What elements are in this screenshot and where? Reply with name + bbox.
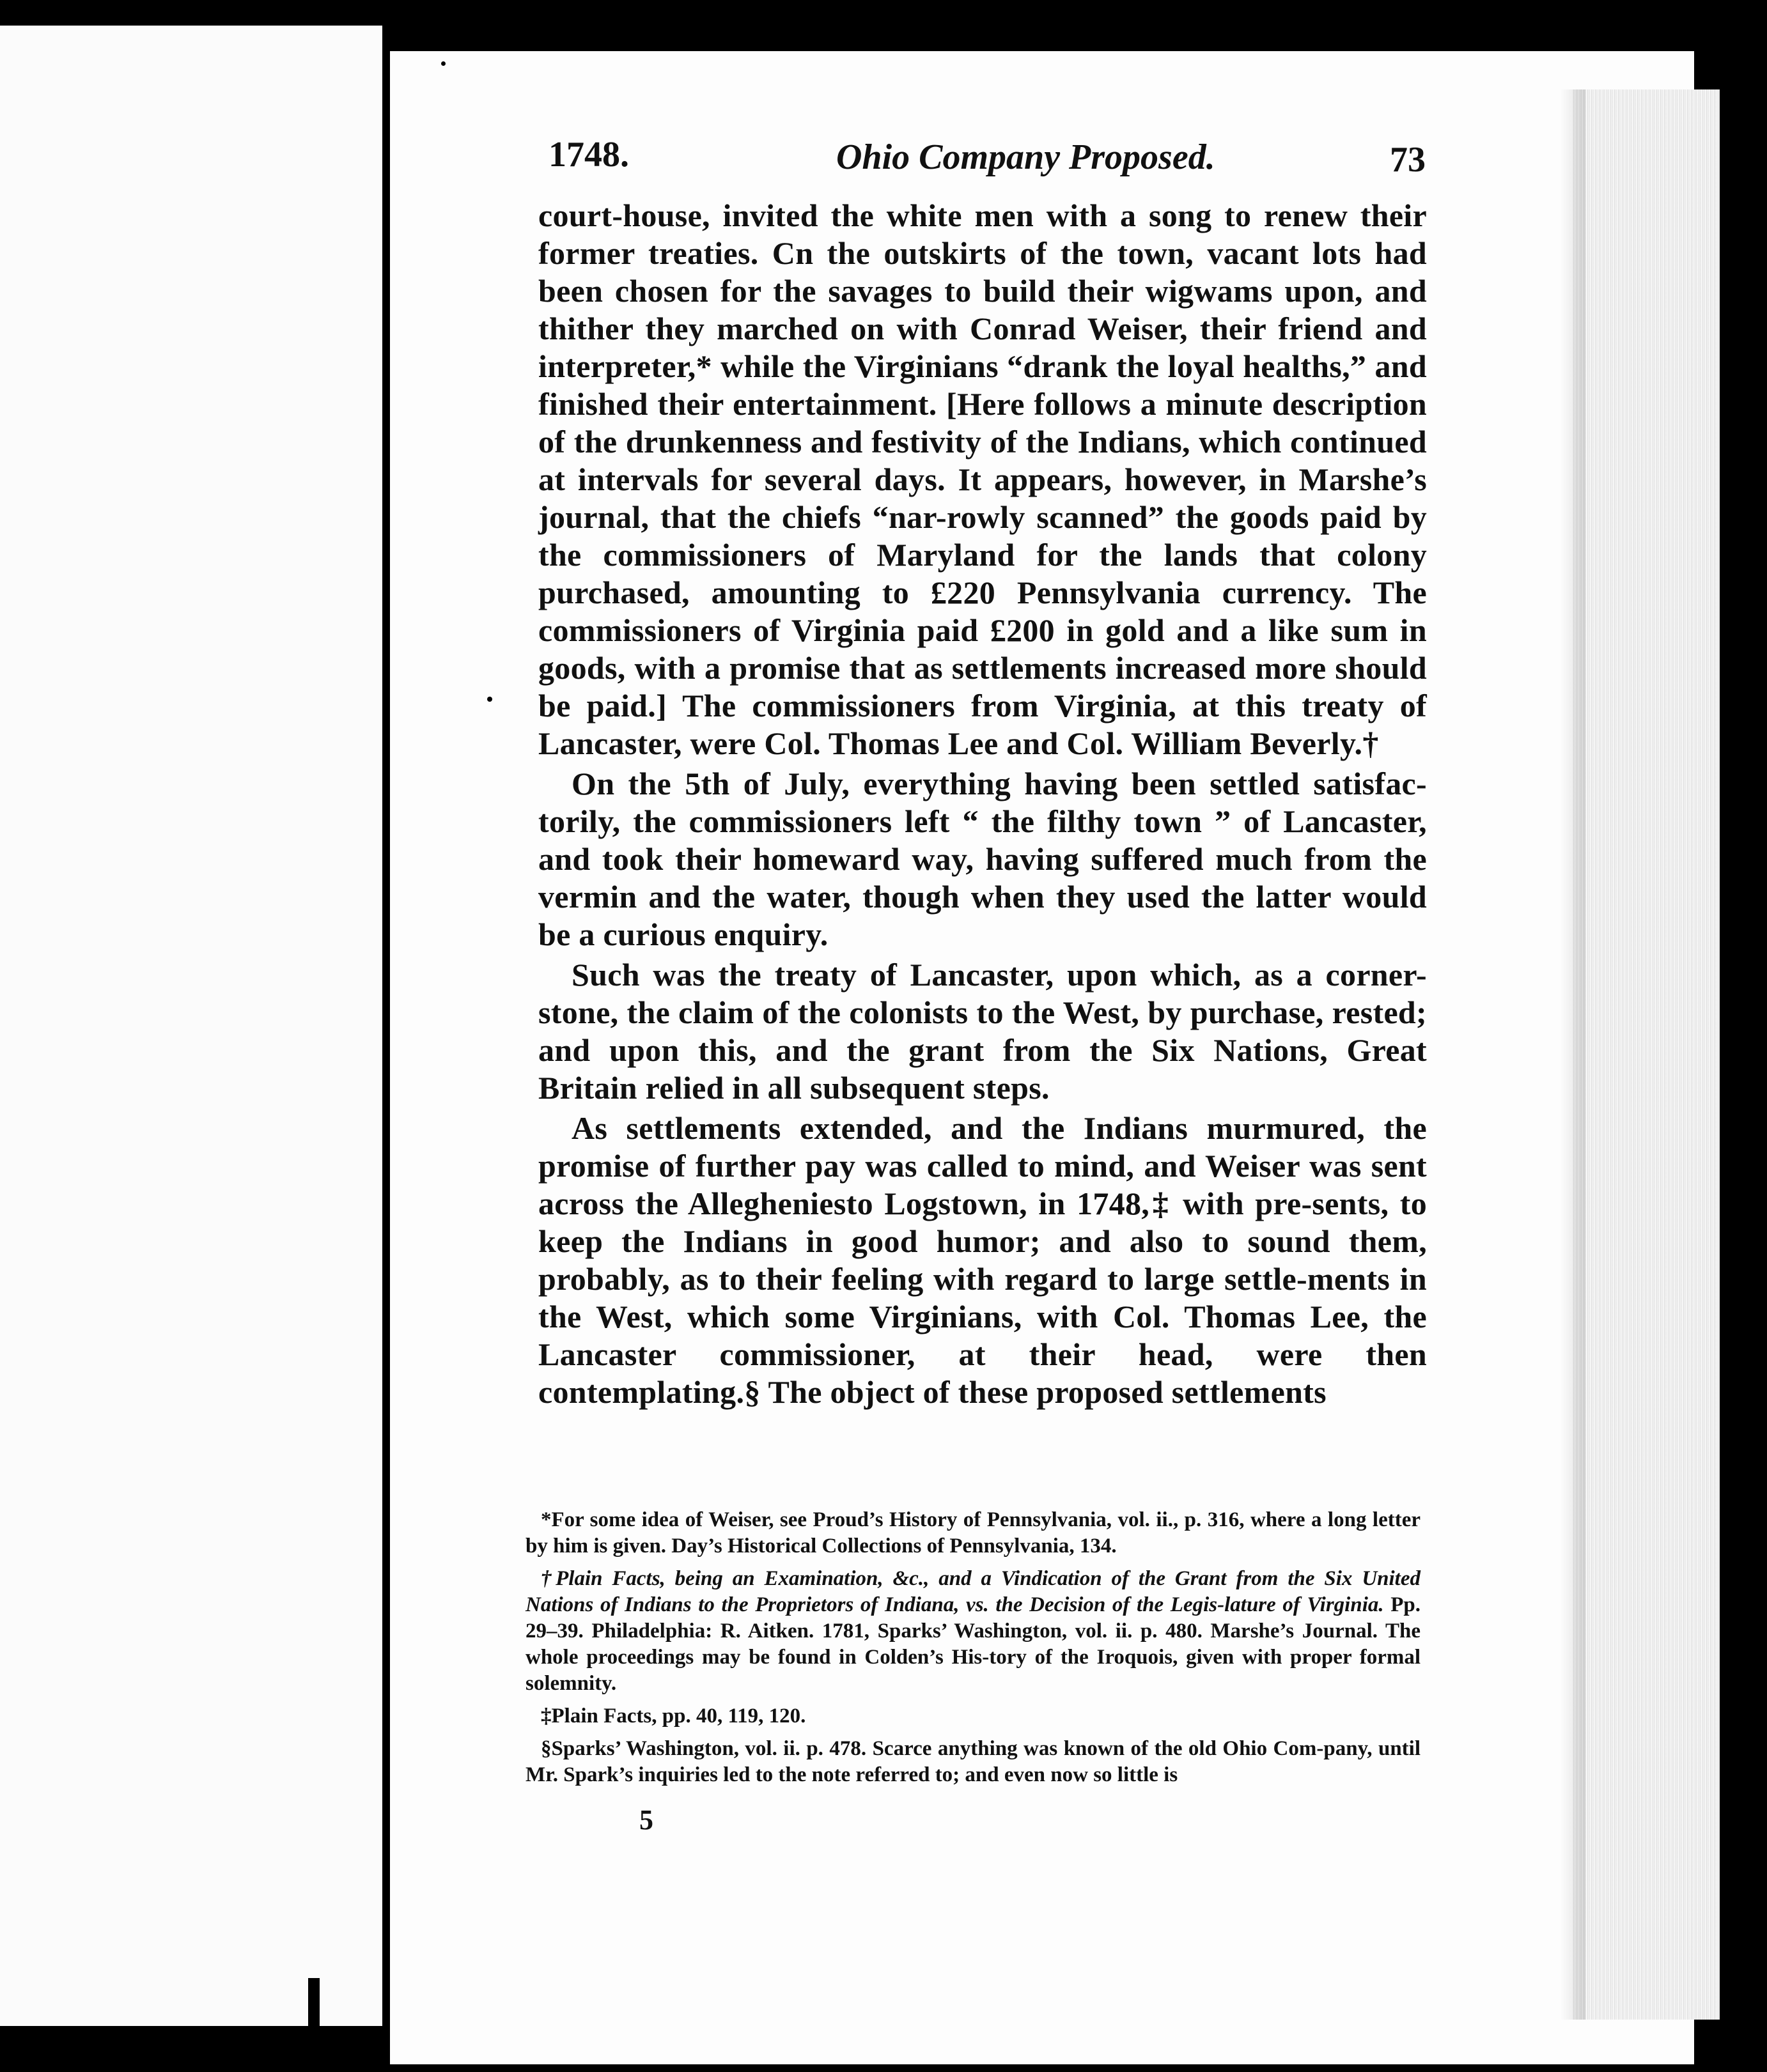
paragraph: Such was the treaty of Lancaster, upon which, as a corner-stone, the claim of the colonists to the West, by purchase, rested; and upon this, and the grant from the Six Nations, Great Britain relied in all subsequent steps. bbox=[538, 957, 1427, 1106]
gutter-mark bbox=[308, 1978, 320, 2048]
body-text bbox=[538, 197, 1427, 1411]
footnote-citation: Pp. 29–39. Philadelphia: R. Aitken. 1781, Sparks’ Washington, vol. ii. p. 480. Marshe’s Journal. The whole proceedings may be found in Colden’s His-tory of the Iroquois, given with proper formal solemnity. bbox=[525, 1593, 1421, 1695]
stray-dot bbox=[487, 697, 492, 702]
paragraph: On the 5th of July, everything having been settled satisfac-torily, the commissioners left “ the filthy town ” of Lancaster, and took their homeward way, having suffered much from the vermin and the water, though when they used the latter would be a curious enquiry. bbox=[538, 766, 1427, 952]
paragraph: court-house, invited the white men with a song to renew their former treaties. Cn the outskirts of the town, vacant lots had been chosen for the savages to build their wigwams upon, and thither they marched on with Conrad Weiser, their friend and interpreter,* while the Virginians “drank the loyal healths,” and finished their entertainment. [Here follows a minute description of the drunkenness and festivity of the Indians, which continued at intervals for several days. It appears, however, in Marshe’s journal, that the chiefs “nar-rowly scanned” the goods paid by the commissioners of Maryland for the lands that colony purchased, amounting to £220 Pennsylvania currency. The commissioners of Virginia paid £200 in gold and a like sum in goods, with a promise that as settlements increased more should be paid.] The commissioners from Virginia, at this treaty of Lancaster, were Col. Thomas Lee and Col. William Beverly.† bbox=[538, 197, 1427, 761]
page-number: 73 bbox=[1390, 140, 1426, 180]
footnotes bbox=[525, 1507, 1421, 1795]
page-edge-shadow bbox=[1560, 89, 1585, 2020]
footnote: ‡Plain Facts, pp. 40, 119, 120. bbox=[541, 1705, 806, 1728]
running-header bbox=[549, 134, 1426, 185]
stray-dot bbox=[441, 61, 446, 66]
page-edges bbox=[1573, 89, 1720, 2020]
facing-blank-page bbox=[0, 26, 382, 2026]
footnote: *For some idea of Weiser, see Proud’s History of Pennsylvania, vol. ii., p. 316, where a long letter by him is given. Day’s Historical Collections of Pennsylvania, 134. bbox=[525, 1508, 1421, 1558]
header-year: 1748. bbox=[549, 135, 629, 174]
header-title: Ohio Company Proposed. bbox=[836, 137, 1215, 177]
footnote-italic-title: †Plain Facts, being an Examination, &c., and a Vindication of the Grant from the Six United Nations of Indians to the Proprietors of Indiana, vs. the Decision of the Legis-lature of Virginia. bbox=[525, 1567, 1421, 1616]
signature-mark: 5 bbox=[639, 1804, 653, 1836]
footnote bbox=[525, 1566, 1421, 1697]
paragraph: As settlements extended, and the Indians murmured, the promise of further pay was called to mind, and Weiser was sent across the Allegheniesto Logstown, in 1748,‡ with pre-sents, to keep the Indians in good humor; and also to sound them, probably, as to their feeling with regard to large settle-ments in the West, which some Virginians, with Col. Thomas Lee, the Lancaster commissioner, at their head, were then contemplating.§ The object of these proposed settlements bbox=[538, 1110, 1427, 1410]
footnote: §Sparks’ Washington, vol. ii. p. 478. Scarce anything was known of the old Ohio Com-pany, until Mr. Spark’s inquiries led to the note referred to; and even now so little is bbox=[525, 1737, 1421, 1786]
